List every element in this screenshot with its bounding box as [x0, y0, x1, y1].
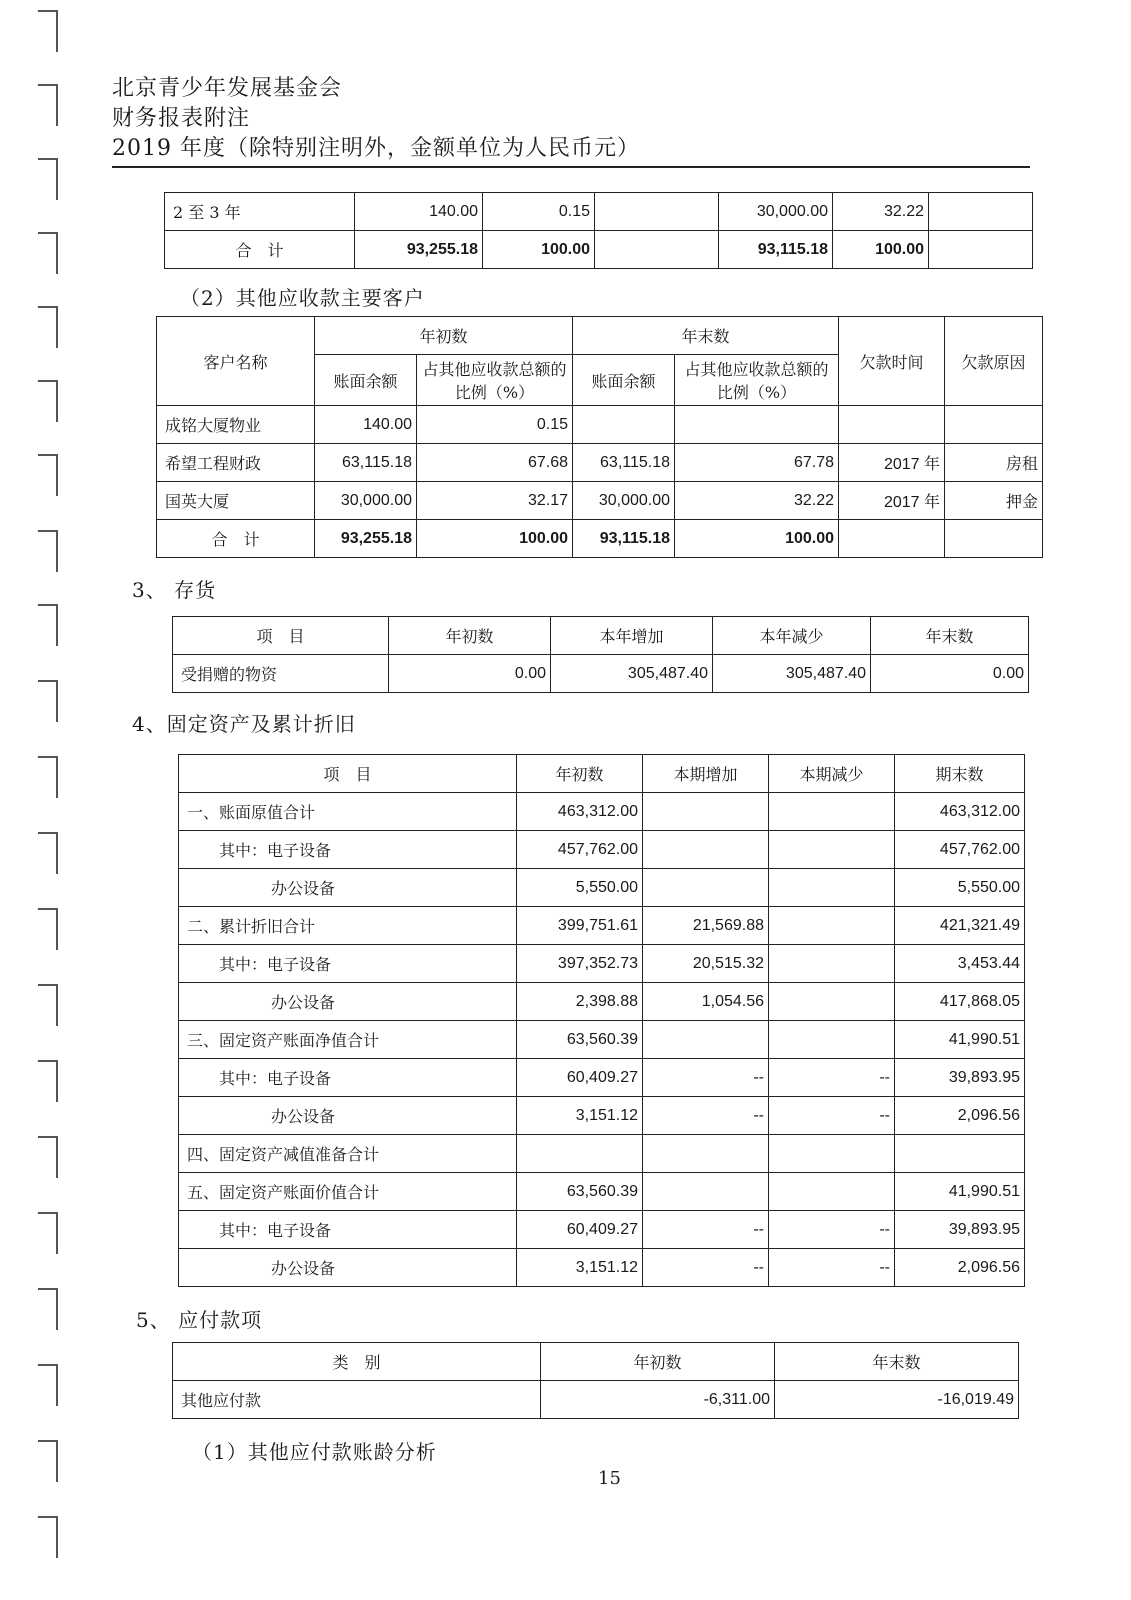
table-cell: 93,255.18 — [355, 231, 483, 269]
table-cell: 421,321.49 — [895, 907, 1025, 945]
table-cell — [769, 1173, 895, 1211]
table-cell: -- — [643, 1211, 769, 1249]
column-header: 占其他应收款总额的比例（%） — [675, 355, 839, 406]
table-cell: 397,352.73 — [517, 945, 643, 983]
table-row — [179, 1097, 1025, 1135]
table-row — [179, 831, 1025, 869]
table-row — [179, 1211, 1025, 1249]
column-header: 项 目 — [173, 617, 389, 655]
table-cell: 32.22 — [675, 482, 839, 520]
doc-title: 财务报表附注 — [112, 106, 251, 131]
binder-mark — [38, 306, 58, 348]
binder-mark — [38, 1288, 58, 1330]
column-header: 本期增加 — [643, 755, 769, 793]
table-row — [157, 444, 1043, 482]
binder-mark — [38, 232, 58, 274]
table-cell: 2,398.88 — [517, 983, 643, 1021]
table-cell: -- — [769, 1097, 895, 1135]
section5-sub-title: （1）其他应付款账龄分析 — [192, 1440, 437, 1464]
table-row — [179, 1173, 1025, 1211]
table-row — [179, 1135, 1025, 1173]
table-row — [179, 1059, 1025, 1097]
column-header: 年末数 — [573, 317, 839, 355]
table-cell: 30,000.00 — [315, 482, 417, 520]
section5-title: 5、 应付款项 — [136, 1308, 263, 1332]
table-cell: 五、固定资产账面价值合计 — [179, 1173, 517, 1211]
table-row — [157, 482, 1043, 520]
table-cell: 60,409.27 — [517, 1059, 643, 1097]
table-cell: 93,255.18 — [315, 520, 417, 558]
column-header: 本年减少 — [713, 617, 871, 655]
table-cell: 63,115.18 — [315, 444, 417, 482]
section2-title: （2）其他应收款主要客户 — [180, 286, 425, 310]
table-cell: 房租 — [945, 444, 1043, 482]
table-cell: -- — [643, 1059, 769, 1097]
column-header: 年末数 — [775, 1343, 1019, 1381]
table-cell: 合 计 — [157, 520, 315, 558]
table-cell: 93,115.18 — [573, 520, 675, 558]
table-cell: 63,560.39 — [517, 1021, 643, 1059]
table-cell: 0.00 — [389, 655, 551, 693]
table-cell: 399,751.61 — [517, 907, 643, 945]
binder-mark — [38, 680, 58, 722]
table-cell: -- — [769, 1059, 895, 1097]
table-row — [179, 1021, 1025, 1059]
table-cell: 21,569.88 — [643, 907, 769, 945]
table-cell: 0.00 — [871, 655, 1029, 693]
table-cell: -6,311.00 — [541, 1381, 775, 1419]
binder-mark — [38, 984, 58, 1026]
table-cell: 其中：电子设备 — [179, 1211, 517, 1249]
customers-table — [156, 316, 1043, 558]
table-cell: 140.00 — [355, 193, 483, 231]
table-cell: 20,515.32 — [643, 945, 769, 983]
section4-title: 4、固定资产及累计折旧 — [132, 712, 356, 736]
table-cell: 2,096.56 — [895, 1249, 1025, 1287]
binder-mark — [38, 1212, 58, 1254]
table-row — [157, 406, 1043, 444]
binder-mark — [38, 604, 58, 646]
table-cell: 1,054.56 — [643, 983, 769, 1021]
table-cell: 30,000.00 — [573, 482, 675, 520]
binder-mark — [38, 832, 58, 874]
table-row — [179, 907, 1025, 945]
table-header-row — [173, 1343, 1019, 1381]
binder-margin — [0, 0, 70, 1600]
binder-mark — [38, 1440, 58, 1482]
page-header — [112, 74, 1030, 164]
aging-table-tail — [164, 192, 1033, 269]
column-header: 客户名称 — [157, 317, 315, 406]
table-row — [179, 869, 1025, 907]
column-header: 本年增加 — [551, 617, 713, 655]
table-cell — [769, 1135, 895, 1173]
table-cell — [769, 793, 895, 831]
page-number: 15 — [598, 1468, 621, 1489]
inventory-table — [172, 616, 1029, 693]
table-cell — [929, 231, 1033, 269]
table-cell: 93,115.18 — [719, 231, 833, 269]
table-cell: 60,409.27 — [517, 1211, 643, 1249]
table-cell: 押金 — [945, 482, 1043, 520]
binder-mark — [38, 1060, 58, 1102]
binder-mark — [38, 1136, 58, 1178]
table-row — [157, 520, 1043, 558]
table-cell: 39,893.95 — [895, 1059, 1025, 1097]
table-cell — [769, 907, 895, 945]
table-cell: 41,990.51 — [895, 1021, 1025, 1059]
section3-title: 3、 存货 — [132, 578, 217, 602]
table-cell: 其他应付款 — [173, 1381, 541, 1419]
table-cell: 0.15 — [483, 193, 595, 231]
table-row — [179, 793, 1025, 831]
table-cell: 三、固定资产账面净值合计 — [179, 1021, 517, 1059]
table-cell: 417,868.05 — [895, 983, 1025, 1021]
binder-mark — [38, 10, 58, 52]
table-cell: 办公设备 — [179, 1249, 517, 1287]
table-cell: 3,151.12 — [517, 1249, 643, 1287]
table-cell — [839, 520, 945, 558]
table-row — [173, 655, 1029, 693]
table-cell: 合 计 — [165, 231, 355, 269]
table-cell: 140.00 — [315, 406, 417, 444]
table-header-row — [179, 755, 1025, 793]
column-header: 欠款原因 — [945, 317, 1043, 406]
table-cell: 受捐赠的物资 — [173, 655, 389, 693]
binder-mark — [38, 380, 58, 422]
binder-mark — [38, 84, 58, 126]
table-cell: 63,115.18 — [573, 444, 675, 482]
column-header: 类 别 — [173, 1343, 541, 1381]
column-header: 账面余额 — [573, 355, 675, 406]
table-cell: 其中：电子设备 — [179, 945, 517, 983]
column-header: 年初数 — [541, 1343, 775, 1381]
table-cell: 0.15 — [417, 406, 573, 444]
table-cell: 2017 年 — [839, 482, 945, 520]
table-cell: 其中：电子设备 — [179, 831, 517, 869]
binder-mark — [38, 1364, 58, 1406]
table-cell: 32.22 — [833, 193, 929, 231]
table-cell: 办公设备 — [179, 1097, 517, 1135]
column-header: 账面余额 — [315, 355, 417, 406]
table-cell: 国英大厦 — [157, 482, 315, 520]
table-cell: 2017 年 — [839, 444, 945, 482]
table-cell: 办公设备 — [179, 983, 517, 1021]
table-cell — [643, 1173, 769, 1211]
table-cell: -- — [769, 1249, 895, 1287]
table-cell: -- — [643, 1097, 769, 1135]
table-row — [173, 1381, 1019, 1419]
table-cell — [945, 406, 1043, 444]
table-cell — [895, 1135, 1025, 1173]
table-cell — [573, 406, 675, 444]
binder-mark — [38, 454, 58, 496]
table-cell: 5,550.00 — [517, 869, 643, 907]
table-cell: 457,762.00 — [517, 831, 643, 869]
table-cell: 3,151.12 — [517, 1097, 643, 1135]
header-rule — [112, 166, 1030, 168]
table-cell: 5,550.00 — [895, 869, 1025, 907]
table-cell: 32.17 — [417, 482, 573, 520]
table-cell — [643, 831, 769, 869]
column-header: 期末数 — [895, 755, 1025, 793]
table-cell: 100.00 — [675, 520, 839, 558]
table-cell — [675, 406, 839, 444]
column-header: 年初数 — [389, 617, 551, 655]
table-cell — [643, 1135, 769, 1173]
table-cell — [769, 831, 895, 869]
column-header: 年初数 — [517, 755, 643, 793]
table-cell — [643, 869, 769, 907]
table-cell: 2 至 3 年 — [165, 193, 355, 231]
table-cell: 四、固定资产减值准备合计 — [179, 1135, 517, 1173]
org-name: 北京青少年发展基金会 — [112, 76, 343, 101]
table-cell — [517, 1135, 643, 1173]
table-cell: -- — [769, 1211, 895, 1249]
table-cell — [929, 193, 1033, 231]
binder-mark — [38, 158, 58, 200]
table-cell: 457,762.00 — [895, 831, 1025, 869]
column-header: 本期减少 — [769, 755, 895, 793]
table-cell — [769, 983, 895, 1021]
table-cell — [643, 793, 769, 831]
table-cell: 2,096.56 — [895, 1097, 1025, 1135]
column-header: 欠款时间 — [839, 317, 945, 406]
table-cell: 100.00 — [833, 231, 929, 269]
table-cell: 100.00 — [417, 520, 573, 558]
table-cell: 67.68 — [417, 444, 573, 482]
column-header: 项 目 — [179, 755, 517, 793]
table-row — [165, 231, 1033, 269]
table-cell — [769, 1021, 895, 1059]
period-note: 2019 年度（除特别注明外，金额单位为人民币元） — [112, 136, 640, 161]
table-cell — [769, 869, 895, 907]
table-row — [179, 1249, 1025, 1287]
table-cell: 办公设备 — [179, 869, 517, 907]
column-header: 年初数 — [315, 317, 573, 355]
table-cell — [595, 193, 719, 231]
table-cell: 305,487.40 — [551, 655, 713, 693]
table-cell — [769, 945, 895, 983]
table-cell — [643, 1021, 769, 1059]
table-cell: 100.00 — [483, 231, 595, 269]
column-header: 占其他应收款总额的比例（%） — [417, 355, 573, 406]
table-row — [165, 193, 1033, 231]
table-cell: 二、累计折旧合计 — [179, 907, 517, 945]
table-cell: 41,990.51 — [895, 1173, 1025, 1211]
table-cell: -- — [643, 1249, 769, 1287]
table-cell: 63,560.39 — [517, 1173, 643, 1211]
payables-table — [172, 1342, 1019, 1419]
table-cell: 30,000.00 — [719, 193, 833, 231]
table-header-row — [173, 617, 1029, 655]
table-cell: 一、账面原值合计 — [179, 793, 517, 831]
table-cell — [945, 520, 1043, 558]
table-cell — [595, 231, 719, 269]
table-cell: 其中：电子设备 — [179, 1059, 517, 1097]
fixed-assets-table — [178, 754, 1025, 1287]
binder-mark — [38, 908, 58, 950]
table-cell: 成铭大厦物业 — [157, 406, 315, 444]
table-row — [179, 983, 1025, 1021]
table-cell: 希望工程财政 — [157, 444, 315, 482]
table-cell: 39,893.95 — [895, 1211, 1025, 1249]
binder-mark — [38, 1516, 58, 1558]
table-header-row — [157, 317, 1043, 355]
table-cell: 3,453.44 — [895, 945, 1025, 983]
binder-mark — [38, 756, 58, 798]
table-cell: 305,487.40 — [713, 655, 871, 693]
binder-mark — [38, 530, 58, 572]
table-cell: 463,312.00 — [517, 793, 643, 831]
column-header: 年末数 — [871, 617, 1029, 655]
table-cell: 463,312.00 — [895, 793, 1025, 831]
table-cell: 67.78 — [675, 444, 839, 482]
table-cell: -16,019.49 — [775, 1381, 1019, 1419]
table-cell — [839, 406, 945, 444]
table-row — [179, 945, 1025, 983]
